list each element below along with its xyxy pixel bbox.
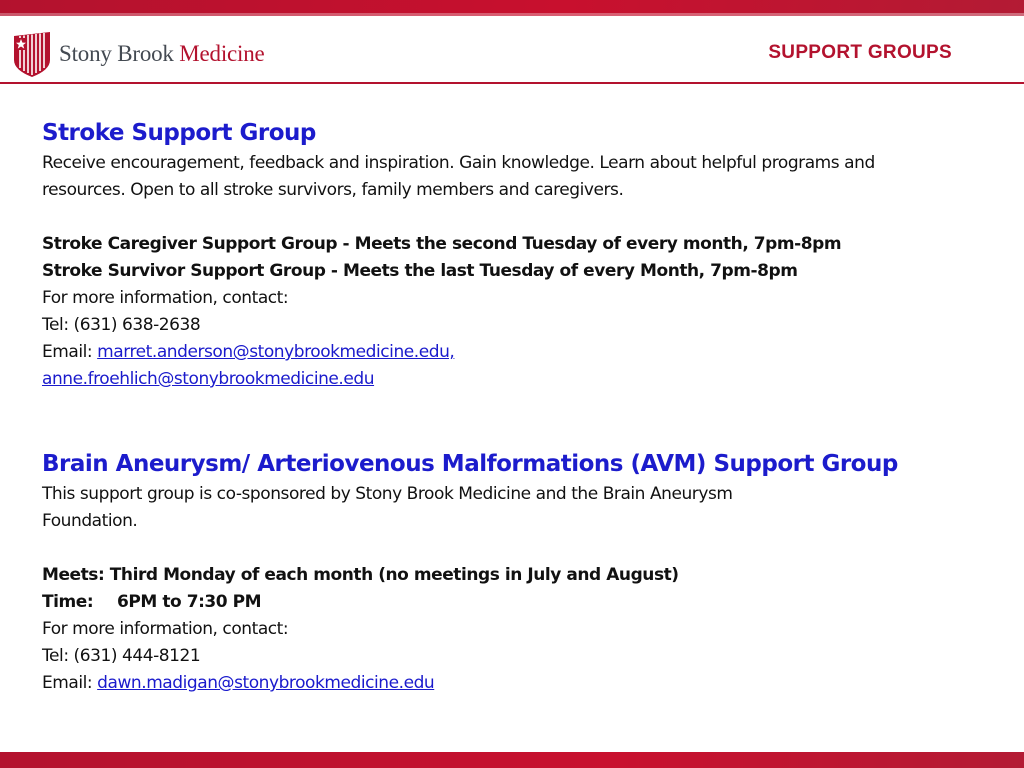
- top-banner-bar: [0, 0, 1024, 16]
- avm-email-link[interactable]: dawn.madigan@stonybrookmedicine.edu: [97, 673, 435, 693]
- stroke-description-line-1: Receive encouragement, feedback and inspiration. Gain knowledge. Learn about helpful programs and: [42, 153, 875, 173]
- spacer: [42, 535, 992, 562]
- header: [0, 16, 1024, 82]
- avm-phone: Tel: (631) 444-8121: [42, 646, 201, 666]
- stroke-email-label: Email:: [42, 342, 98, 362]
- spacer: [42, 204, 992, 231]
- logo: [12, 30, 265, 78]
- stroke-survivor-meeting: Stroke Survivor Support Group - Meets the last Tuesday of every Month, 7pm-8pm: [42, 261, 798, 281]
- stroke-caregiver-meeting: Stroke Caregiver Support Group - Meets the second Tuesday of every month, 7pm-8pm: [42, 234, 842, 254]
- logo-wordmark-main: Stony Brook: [59, 41, 180, 66]
- avm-time-label: Time:: [42, 592, 94, 612]
- avm-description-line-2: Foundation.: [42, 511, 138, 531]
- stroke-email-link-1[interactable]: marret.anderson@stonybrookmedicine.edu,: [97, 342, 455, 362]
- stroke-contact-intro: For more information, contact:: [42, 288, 289, 308]
- avm-contact-intro: For more information, contact:: [42, 619, 289, 639]
- avm-description-line-1: This support group is co-sponsored by Stony Brook Medicine and the Brain Aneurysm: [42, 484, 733, 504]
- avm-meeting-schedule: Meets: Third Monday of each month (no meetings in July and August): [42, 565, 679, 585]
- stroke-group-heading: Stroke Support Group: [42, 120, 316, 146]
- spacer: [42, 393, 992, 447]
- header-divider: [0, 82, 1024, 84]
- stony-brook-shield-icon: [12, 30, 52, 78]
- logo-wordmark: [59, 41, 265, 67]
- stroke-email-line-2: [42, 366, 992, 393]
- avm-group-heading: Brain Aneurysm/ Arteriovenous Malformations (AVM) Support Group: [42, 451, 898, 477]
- stroke-description-line-2: resources. Open to all stroke survivors, family members and caregivers.: [42, 180, 624, 200]
- avm-time-value: 6PM to 7:30 PM: [117, 592, 262, 612]
- bottom-banner-bar: [0, 752, 1024, 768]
- avm-meeting-time: [42, 589, 992, 616]
- avm-email-label: Email:: [42, 673, 98, 693]
- section-title: SUPPORT GROUPS: [768, 42, 952, 63]
- avm-email-line: [42, 670, 992, 697]
- logo-wordmark-accent: Medicine: [179, 41, 265, 66]
- content: [42, 116, 992, 697]
- stroke-email-link-2[interactable]: anne.froehlich@stonybrookmedicine.edu: [42, 369, 375, 389]
- stroke-email-line: [42, 339, 992, 366]
- stroke-phone: Tel: (631) 638-2638: [42, 315, 201, 335]
